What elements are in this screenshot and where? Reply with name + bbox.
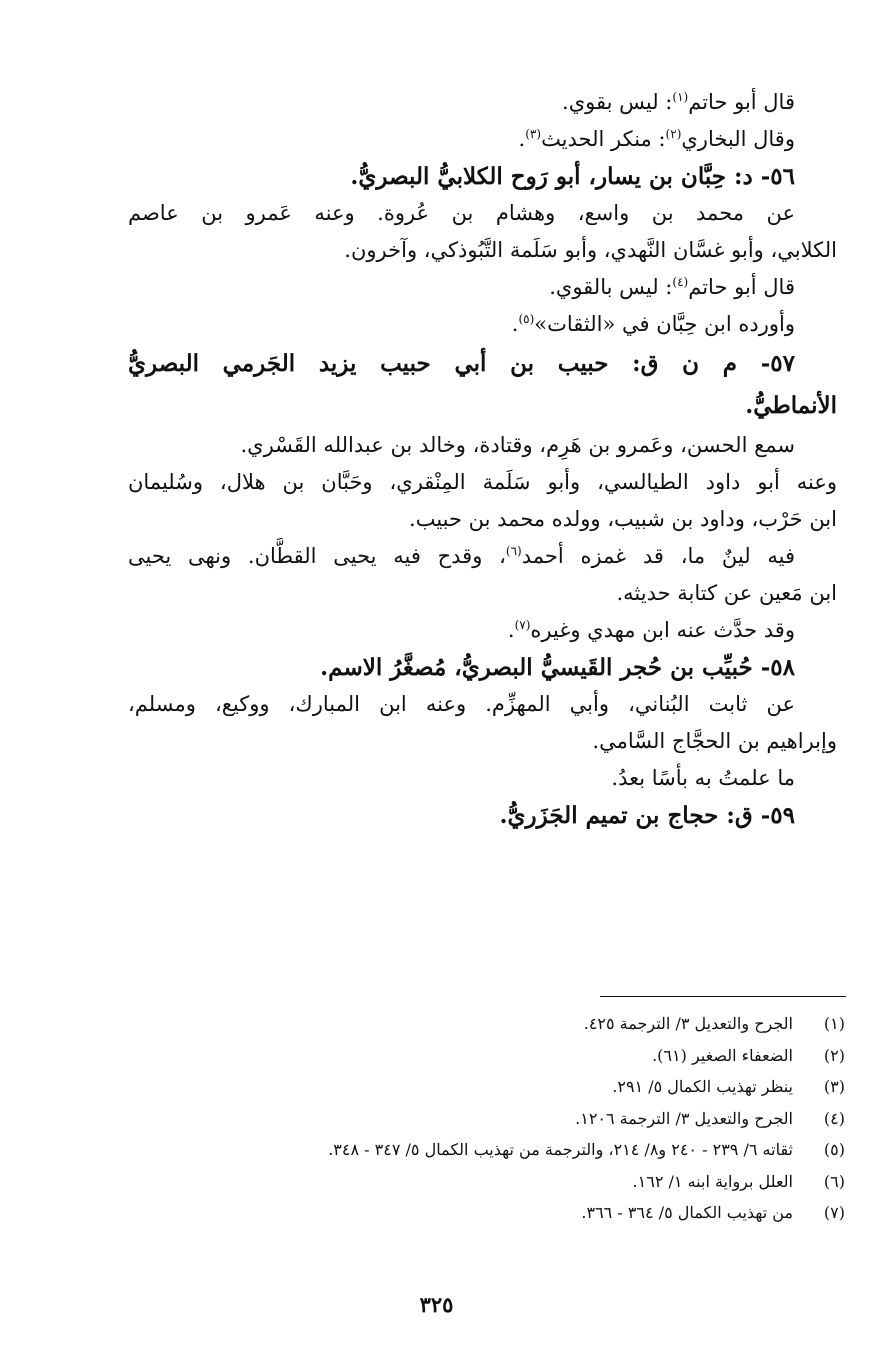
body-line: قال أبو حاتم$^{(٤)}$: ليس بالقوي. — [549, 275, 795, 299]
body-line: ابن مَعين عن كتابة حديثه. — [616, 581, 837, 605]
body-line: سمع الحسن، وعَمرو بن هَرِم، وقتادة، وخالد بن عبدالله القَسْري. — [240, 433, 795, 457]
body-line: ما علمتُ به بأسًا بعدُ. — [611, 766, 795, 790]
footnote-number: (١) — [823, 1014, 845, 1033]
body-line: الكلابي، وأبو غسَّان النَّهدي، وأبو سَلَمة التَّبُوذكي، وآخرون. — [344, 238, 837, 262]
footnote-ref[interactable]: (٤) — [672, 275, 689, 289]
body-line: وقال البخاري$^{(٢)}$: منكر الحديث$^{(٣)}$. — [518, 127, 795, 151]
footnote-text: العلل برواية ابنه ١/ ١٦٢. — [632, 1171, 793, 1191]
footnote-item — [150, 1134, 845, 1166]
body-line: ابن حَرْب، وداود بن شبيب، وولده محمد بن حبيب. — [409, 507, 837, 531]
footnote-divider — [600, 996, 846, 997]
page-number: ٣٢٥ — [419, 1292, 454, 1317]
body-line: عن ثابت البُناني، وأبي المهزِّم. وعنه ابن المبارك، ووكيع، ومسلم، — [128, 692, 795, 716]
footnote-item — [150, 1071, 845, 1103]
body-line: وقد حدَّث عنه ابن مهدي وغيره$^{(٧)}$. — [507, 618, 795, 642]
footnote-item — [150, 1166, 845, 1198]
footnote-item — [150, 1008, 845, 1040]
entry-heading: ٥٦- د: حِبَّان بن يسار، أبو رَوح الكلابيُّ البصريُّ. — [350, 163, 795, 190]
footnote-number: (٦) — [823, 1171, 845, 1191]
footnote-ref[interactable]: (٧) — [514, 618, 531, 632]
footnote-number: (٣) — [823, 1077, 845, 1096]
body-line: وأورده ابن حِبَّان في «الثقات»$^{(٥)}$. — [511, 312, 795, 336]
entry-heading-cont: الأنماطيُّ. — [745, 392, 837, 419]
footnote-number: (٥) — [823, 1140, 845, 1159]
footnote-number: (٢) — [823, 1045, 845, 1065]
footnote-ref[interactable]: (٦) — [505, 544, 522, 558]
body-line: وعنه أبو داود الطيالسي، وأبو سَلَمة المِنْقري، وحَبَّان بن هلال، وسُليمان — [128, 470, 837, 494]
main-text — [128, 84, 837, 834]
footnote-ref[interactable]: (١) — [672, 90, 689, 104]
footnote-item — [150, 1103, 845, 1135]
footnote-ref[interactable]: (٣) — [525, 127, 542, 141]
footnote-text: الجرح والتعديل ٣/ الترجمة ١٢٠٦. — [575, 1108, 793, 1128]
footnote-item — [150, 1197, 845, 1229]
entry-heading: ٥٩- ق: حجاج بن تميم الجَزَريُّ. — [499, 802, 795, 829]
entry-heading: ٥٨- حُبيِّب بن حُجر القَيسيُّ البصريُّ، مُصغَّرُ الاسم. — [320, 654, 795, 681]
body-line: فيه لينٌ ما، قد غمزه أحمد$^{(٦)}$، وقدح فيه يحيى القطَّان. ونهى يحيى — [128, 544, 795, 568]
entry-heading: ٥٧- م ن ق: حبيب بن أبي حبيب يزيد الجَرمي البصريُّ — [128, 350, 795, 377]
footnote-ref[interactable]: (٥) — [518, 312, 535, 326]
footnote-ref[interactable]: (٢) — [665, 127, 682, 141]
footnote-text: من تهذيب الكمال ٥/ ٣٦٤ - ٣٦٦. — [581, 1203, 793, 1222]
body-line: قال أبو حاتم$^{(١)}$: ليس بقوي. — [562, 90, 795, 114]
footnote-text: ينظر تهذيب الكمال ٥/ ٢٩١. — [612, 1077, 793, 1096]
footnote-number: (٧) — [823, 1203, 845, 1222]
footnote-text: ثقاته ٦/ ٢٣٩ - ٢٤٠ و٨/ ٢١٤، والترجمة من تهذيب الكمال ٥/ ٣٤٧ - ٣٤٨. — [328, 1140, 793, 1159]
footnote-item — [150, 1040, 845, 1072]
body-line: وإبراهيم بن الحجَّاج السَّامي. — [592, 729, 837, 753]
footnote-text: الجرح والتعديل ٣/ الترجمة ٤٢٥. — [583, 1014, 793, 1033]
footnote-number: (٤) — [823, 1108, 845, 1128]
footnotes — [150, 1008, 845, 1229]
body-line: عن محمد بن واسع، وهشام بن عُروة. وعنه عَمرو بن عاصم — [128, 201, 795, 225]
footnote-text: الضعفاء الصغير (٦١). — [652, 1045, 793, 1065]
